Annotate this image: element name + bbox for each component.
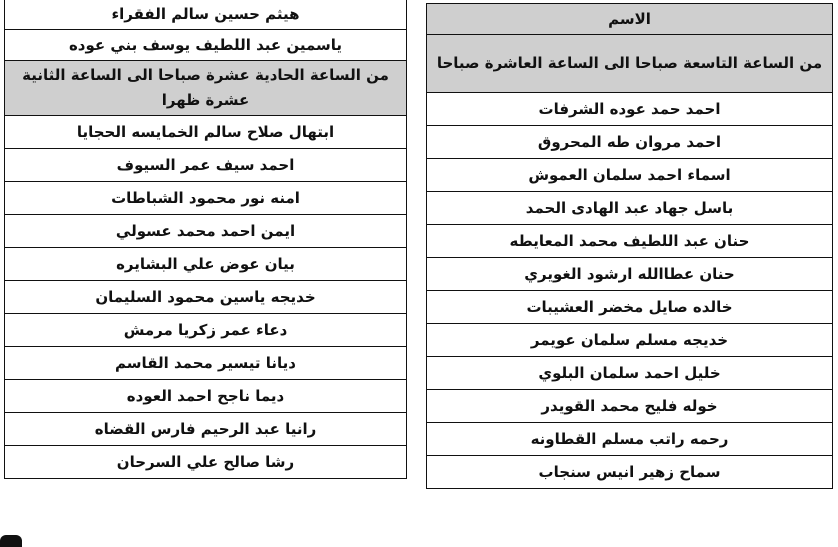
table-row [427, 258, 833, 291]
table-row [427, 126, 833, 159]
table-row [427, 291, 833, 324]
name-column-header: الاسم [427, 4, 833, 35]
name-cell: امنه نور محمود الشباطات [5, 182, 407, 215]
name-cell: حنان عطاالله ارشود الغويري [427, 258, 833, 291]
name-cell: اسماء احمد سلمان العموش [427, 159, 833, 192]
name-cell: ديانا تيسير محمد القاسم [5, 347, 407, 380]
name-cell: ايمن احمد محمد عسولي [5, 215, 407, 248]
table-row [427, 159, 833, 192]
table-row [5, 215, 407, 248]
time-slot-header: من الساعة الحادية عشرة صباحا الى الساعة الثانية عشرة ظهرا [5, 61, 407, 116]
name-cell: هيثم حسين سالم الفقراء [5, 0, 407, 30]
name-cell: دعاء عمر زكريا مرمش [5, 314, 407, 347]
name-cell: احمد مروان طه المحروق [427, 126, 833, 159]
table-row [427, 93, 833, 126]
name-cell: احمد سيف عمر السيوف [5, 149, 407, 182]
name-cell: بيان عوض علي البشايره [5, 248, 407, 281]
table-row [5, 182, 407, 215]
table-row [5, 248, 407, 281]
table-row [5, 116, 407, 149]
name-cell: خالده صايل مخضر العشيبات [427, 291, 833, 324]
name-cell: خديجه ياسين محمود السليمان [5, 281, 407, 314]
table-row [5, 149, 407, 182]
name-cell: خوله فليح محمد القويدر [427, 390, 833, 423]
table-row [427, 192, 833, 225]
table-row [5, 0, 407, 30]
table-row [427, 456, 833, 489]
table-row [5, 314, 407, 347]
name-cell: ياسمين عبد اللطيف يوسف بني عوده [5, 30, 407, 61]
table-row [427, 4, 833, 35]
name-cell: ديما ناجح احمد العوده [5, 380, 407, 413]
name-cell: رشا صالح علي السرحان [5, 446, 407, 479]
table-row [5, 61, 407, 116]
table-row [5, 347, 407, 380]
name-cell: ابتهال صلاح سالم الخمايسه الحجايا [5, 116, 407, 149]
time-slot-header: من الساعة التاسعة صباحا الى الساعة العاشرة صباحا [427, 35, 833, 93]
name-cell: رحمه راتب مسلم القطاونه [427, 423, 833, 456]
table-row [427, 35, 833, 93]
corner-tab-shape [0, 535, 22, 547]
name-cell: باسل جهاد عبد الهادى الحمد [427, 192, 833, 225]
table-row [5, 30, 407, 61]
name-cell: رانيا عبد الرحيم فارس القضاه [5, 413, 407, 446]
table-row [5, 380, 407, 413]
table-row [427, 390, 833, 423]
table-row [5, 413, 407, 446]
name-cell: حنان عبد اللطيف محمد المعايطه [427, 225, 833, 258]
right-schedule-table [426, 3, 833, 489]
name-cell: خديجه مسلم سلمان عويمر [427, 324, 833, 357]
table-row [427, 423, 833, 456]
left-schedule-table [4, 0, 407, 479]
name-cell: سماح زهير انيس سنجاب [427, 456, 833, 489]
table-row [427, 225, 833, 258]
table-row [5, 281, 407, 314]
table-row [427, 357, 833, 390]
table-row [5, 446, 407, 479]
table-row [427, 324, 833, 357]
name-cell: احمد حمد عوده الشرفات [427, 93, 833, 126]
name-cell: خليل احمد سلمان البلوي [427, 357, 833, 390]
